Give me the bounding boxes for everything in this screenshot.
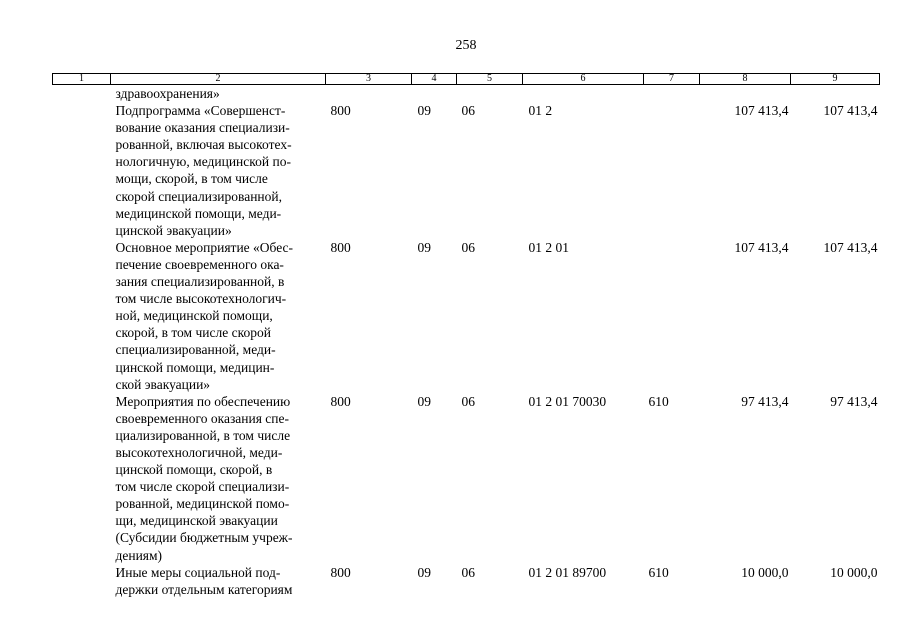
cell-col-1 <box>53 102 111 239</box>
row-sum-2: 107 413,4 <box>823 239 878 255</box>
row-sum-1: 107 413,4 <box>734 103 789 119</box>
row-sum-2: 107 413,4 <box>823 103 878 119</box>
header-col-9: 9 <box>791 74 880 85</box>
row-csr: 01 2 01 89700 <box>528 564 607 580</box>
row-csr: 01 2 01 70030 <box>528 393 607 409</box>
header-col-7: 7 <box>644 74 700 85</box>
row-name: Подпрограмма «Совершенст- вование оказания специализи- рованной, включая высокотех- нологичную, медицинской по- мощи, скорой, в том числе скорой специализированной, медицинской помощи, меди- цинской эвакуации» <box>115 103 292 238</box>
header-col-3: 3 <box>326 74 412 85</box>
table-header <box>53 74 880 85</box>
row-pr: 06 <box>461 103 475 119</box>
row-vr: 610 <box>648 393 669 409</box>
row-rz: 09 <box>417 103 431 119</box>
table-row <box>53 564 880 598</box>
row-sum-2: 10 000,0 <box>830 564 878 580</box>
header-row <box>53 74 880 85</box>
row-name: Иные меры социальной под- держки отдельным категориям <box>115 564 293 597</box>
header-col-2: 2 <box>111 74 326 85</box>
continuation-row <box>53 85 880 103</box>
cell-col-1 <box>53 239 111 393</box>
row-sum-1: 107 413,4 <box>734 239 789 255</box>
table-row <box>53 102 880 239</box>
header-col-5: 5 <box>457 74 523 85</box>
row-name: Мероприятия по обеспечению своевременного оказания спе- циализированной, в том числе высокотехнологичной, меди- цинской помощи, скорой, в том числе скорой специализи- рованной, медицинской помо- щи, медицинской эвакуации (Субсидии бюджетным учреж- дениям) <box>115 393 293 563</box>
continuation-text: здравоохранения» <box>115 86 220 101</box>
row-pr: 06 <box>461 393 475 409</box>
header-col-1: 1 <box>53 74 111 85</box>
header-col-4: 4 <box>412 74 457 85</box>
row-sum-2: 97 413,4 <box>830 393 878 409</box>
row-name: Основное мероприятие «Обес- печение своевременного ока- зания специализированной, в том числе высокотехнологич- ной, медицинской помощи, скорой, в том числе скорой специализированной, меди- цинской помощи, медицин- ской эвакуации» <box>115 239 294 392</box>
cell-col-1 <box>53 85 111 103</box>
header-col-6: 6 <box>523 74 644 85</box>
row-sum-1: 10 000,0 <box>741 564 789 580</box>
page-number: 258 <box>455 38 477 53</box>
row-pr: 06 <box>461 239 475 255</box>
row-grbs: 800 <box>330 564 351 580</box>
row-vr: 610 <box>648 564 669 580</box>
header-col-8: 8 <box>700 74 791 85</box>
row-rz: 09 <box>417 239 431 255</box>
cell-col-1 <box>53 564 111 598</box>
row-csr: 01 2 01 <box>528 239 569 255</box>
row-csr: 01 2 <box>528 103 553 119</box>
row-rz: 09 <box>417 564 431 580</box>
row-grbs: 800 <box>330 103 351 119</box>
cell-col-1 <box>53 393 111 564</box>
row-grbs: 800 <box>330 393 351 409</box>
row-vr <box>644 239 700 393</box>
row-grbs: 800 <box>330 239 351 255</box>
row-vr <box>644 102 700 239</box>
row-sum-1: 97 413,4 <box>741 393 789 409</box>
table-row <box>53 239 880 393</box>
table-row <box>53 393 880 564</box>
row-rz: 09 <box>417 393 431 409</box>
row-pr: 06 <box>461 564 475 580</box>
budget-table <box>52 73 880 598</box>
